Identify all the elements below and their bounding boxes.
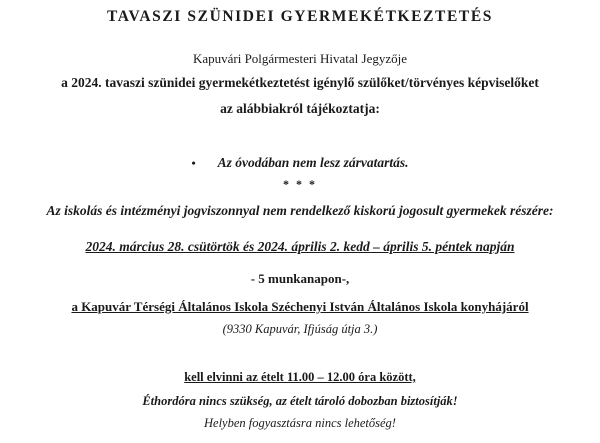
document-title: TAVASZI SZÜNIDEI GYERMEKÉTKEZTETÉS (106, 8, 494, 25)
section-separator: * * * (283, 177, 317, 191)
kindergarten-notice (0, 155, 600, 171)
intro-line-1: a 2024. tavaszi szünidei gyermekétkeztetést igénylő szülőket/törvényes képviselőket (61, 75, 539, 90)
school-kitchen: a Kapuvár Térségi Általános Iskola Széchenyi István Általános Iskola konyhájáról (71, 299, 529, 314)
kindergarten-notice-text: Az óvodában nem lesz zárvatartás. (217, 155, 409, 170)
container-note: Éthordóra nincs szükség, az ételt tároló dobozban biztosítják! (142, 394, 458, 408)
school-address: (9330 Kapuvár, Ifjúság útja 3.) (222, 322, 378, 336)
service-dates: 2024. március 28. csütörtök és 2024. április 2. kedd – április 5. péntek napján (85, 239, 515, 254)
issuer-line: Kapuvári Polgármesteri Hivatal Jegyzője (192, 51, 408, 66)
pickup-time: kell elvinni az ételt 11.00 – 12.00 óra között, (184, 370, 416, 384)
bullet-icon: • (191, 156, 196, 170)
eligibility-line: Az iskolás és intézményi jogviszonnyal nem rendelkező kiskorú jogosult gyermekek részére: (46, 203, 554, 218)
workdays-count: - 5 munkanapon-, (250, 271, 350, 286)
intro-line-2: az alábbiakról tájékoztatja: (220, 101, 380, 116)
onsite-note: Helyben fogyasztásra nincs lehetőség! (204, 416, 396, 430)
